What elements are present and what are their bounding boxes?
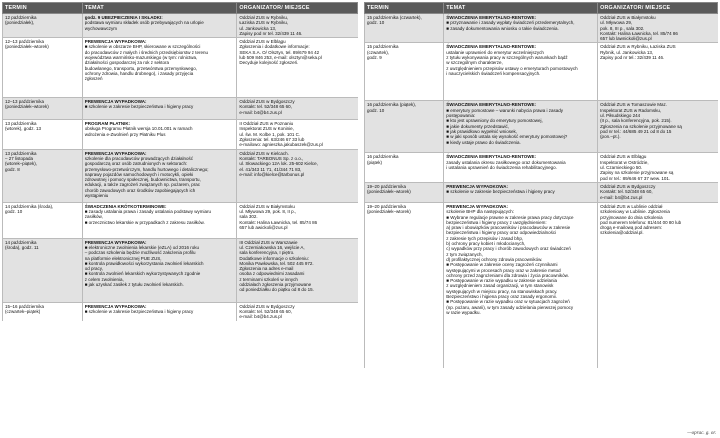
header-organizer: ORGANIZATOR/ MIEJSCE xyxy=(237,3,358,14)
organizer-cell-line: Zgłoszenia i dodatkowe informacje: xyxy=(239,44,310,50)
term-cell-line: (poniedziałek–wtorek) xyxy=(367,189,411,195)
organizer-cell-line: II Oddział ZUS w Poznaniu xyxy=(239,121,294,127)
organizer-cell-line: Inspektorat ZUS w Radomsku, xyxy=(600,107,662,113)
term-cell-line: 19–20 października xyxy=(367,183,407,189)
topic-cell xyxy=(82,302,237,320)
topic-cell-line: i ustalania uprawnień do świadczenia rehabilitacyjnego. xyxy=(446,165,557,171)
topic-cell-line: ■ szkolenie w zakresie bezpieczeństwa i higieny pracy xyxy=(84,104,194,110)
topic-cell-line: na platformie elektronicznej PUE ZUS, xyxy=(84,255,162,261)
organizer-cell-line: e-mail: b4@b4.zus.pl xyxy=(239,109,282,115)
term-cell-line: 15 października xyxy=(367,44,399,50)
topic-cell-line: c) wypadków przy pracy i chorób zawodowych oraz świadczeń xyxy=(446,246,571,252)
topic-cell-line: zasady ustalania okresu zasiłkowego oraz dokumentowania xyxy=(446,159,566,165)
topic-cell-line: ■ jak uzyskać zasiłek z tytułu zwolnień lekarskich. xyxy=(84,282,184,288)
topic-cell-line: zgłoszeń xyxy=(84,76,103,82)
organizer-cell-line: e-mail: b4@b4.zus.pl xyxy=(239,314,282,320)
organizer-cell-line: ul. św. M. Kolbe 1, pok. 101 C. xyxy=(239,131,301,137)
organizer-cell-line: e-mail: b4@b4.zus.pl xyxy=(600,194,643,200)
term-cell-line: (poniedziałek–wtorek) xyxy=(5,44,49,50)
term-cell xyxy=(3,202,83,238)
topic-cell xyxy=(444,14,598,43)
term-cell-line: godz. 10 xyxy=(367,20,385,26)
term-cell-line: (czwartek–piątek) xyxy=(5,308,41,314)
topic-cell-line: PREWENCJA WYPADKOWA: xyxy=(446,183,509,189)
organizer-cell-line: Zgłoszenia na adres e-mail xyxy=(239,266,294,272)
organizer-cell-line: sala konferencyjna, I piętro. xyxy=(239,250,295,256)
organizer-cell-line: Dodatkowe informacje o szkoleniu: xyxy=(239,255,309,261)
topic-cell xyxy=(444,182,598,202)
organizer-cell-line: Oddział ZUS w Elblągu xyxy=(600,154,647,160)
topic-cell-line: ■ szkolenie w zakresie bezpieczeństwa i higieny pracy xyxy=(84,308,194,314)
topic-cell-line: obsługa Programu Płatnik wersja 10.01.001 w ramach xyxy=(84,126,193,132)
term-cell-line: (poniedziałek–wtorek) xyxy=(367,209,411,215)
table-row xyxy=(365,43,718,101)
header-term: TERMIN xyxy=(365,3,444,14)
term-cell xyxy=(365,14,444,43)
table-row xyxy=(3,38,358,98)
topic-cell xyxy=(82,38,237,98)
organizer-cell-line: Zgłoszenia: tel. 63/246 67 33 lub xyxy=(239,137,305,143)
topic-cell-line: gospodarczą oraz osób zatrudnionych w sektorach: xyxy=(84,161,188,167)
topic-cell-line: ■ Wybrane regulacje prawne w zakresie prawa pracy dotyczące xyxy=(446,214,574,220)
topic-cell-line: ■ kontrola prawidłowości wykorzystania zwolnień lekarskich xyxy=(84,260,204,266)
term-cell-line: 12–13 października xyxy=(5,39,45,45)
topic-cell-line: budowlanego, transportu, przetwórstwa przemysłowego, xyxy=(84,65,198,71)
organizer-cell-line: pod nr tel.: 44/685 49 21 od 8 do 15 xyxy=(600,128,672,134)
right-column xyxy=(364,2,718,368)
term-cell-line: godz. 10 xyxy=(367,107,385,113)
organizer-cell xyxy=(598,43,718,101)
topic-cell-line: PROGRAM PŁATNIK: xyxy=(84,121,131,127)
table-row xyxy=(3,98,358,120)
organizer-cell-line: ul. Czerniakowska 16, wejście A, xyxy=(239,244,305,250)
organizer-cell-line: Monika Pawłowska, tel. 502 445 972. xyxy=(239,260,314,266)
topic-cell xyxy=(82,98,237,120)
term-cell-line: godz. 10 xyxy=(5,208,23,214)
topic-cell-line: wychowawczym xyxy=(84,25,117,31)
topic-cell-line: b) ochrony pracy kobiet i młodocianych, xyxy=(446,241,526,247)
term-cell xyxy=(365,43,444,101)
organizer-cell-line: Oddział ZUS w Kielcach. xyxy=(239,150,289,156)
organizer-cell-line: Łaziska ZUS w Rybniku, xyxy=(239,20,289,26)
organizer-cell-line: sala 302. xyxy=(239,214,258,220)
term-cell xyxy=(3,238,83,302)
organizer-cell xyxy=(237,202,358,238)
term-cell xyxy=(3,120,83,149)
topic-cell-line: od pracy, xyxy=(84,266,103,272)
topic-cell-line: występującymi w procesach pracy oraz w zakresie metod xyxy=(446,267,561,273)
organizer-cell-line: Oddział ZUS w Białymstoku xyxy=(600,15,656,20)
topic-cell-line: PREWENCJA WYPADKOWA: xyxy=(446,203,509,209)
topic-cell-line: szkolenie BHP dla następujących: xyxy=(446,209,514,215)
organizer-cell-line: e-mail: info@kielce@tarbonus.pl xyxy=(239,171,305,177)
topic-cell xyxy=(82,120,237,149)
term-cell-line: 16 października (piątek), xyxy=(367,102,417,108)
topic-cell-line: ■ emerytury pomostowe – warunki nabycia prawa i zasady xyxy=(446,107,564,113)
term-cell-line: godz. 9 xyxy=(367,55,382,61)
organizer-cell-line: ul. Mływowa 29, xyxy=(600,20,633,26)
term-cell xyxy=(365,182,444,202)
schedule-table-right xyxy=(364,2,718,368)
organizer-cell-line: (pon.–pt.). xyxy=(600,134,621,140)
topic-cell-line: ■ zasady dokumentowania wniosku o takie świadczenia. xyxy=(446,25,559,31)
header-topic: TEMAT xyxy=(82,3,237,14)
organizer-cell-line: Oddział ZUS w Rybniku, xyxy=(239,15,289,20)
topic-cell xyxy=(444,153,598,182)
term-cell-line: 14 października xyxy=(5,239,37,245)
topic-cell-line: PREWENCJA WYPADKOWA: xyxy=(84,39,147,45)
organizer-cell xyxy=(598,101,718,153)
topic-cell-line: ■ zasady ustalania prawa i zasady ustalania podstawy wymiaru xyxy=(84,208,211,214)
term-cell-line: (środa), godz. 11 xyxy=(5,244,39,250)
organizer-cell-line: lub 509 846 253, e-mail: olsztyn@seka.pl xyxy=(239,55,322,61)
table-row xyxy=(3,238,358,302)
header-term: TERMIN xyxy=(3,3,83,14)
term-cell xyxy=(3,14,83,38)
term-cell-line: 16 października xyxy=(367,154,399,160)
left-column xyxy=(2,2,358,321)
topic-cell-line: województwa warmińsko-mazurskiego (w tym: rolnictwa, xyxy=(84,55,198,61)
topic-cell-line: działalności gospodarczej za rok z sektora xyxy=(84,60,170,66)
topic-cell-line: ■ elektroniczne zwolnienia lekarskie (eZLA) od 2016 roku xyxy=(84,244,199,250)
topic-cell-line: z zakresie tych przepisów i zasad bhp, xyxy=(446,235,524,241)
topic-cell-line: edukacji, a także zagrożeń związanych np. pożarem, prac xyxy=(84,182,201,188)
topic-cell-line: ŚWIADCZENIA KRÓTKOTERMINOWE: xyxy=(84,203,167,209)
organizer-cell-line: drogą e-mailową pod adresem: xyxy=(600,225,663,231)
topic-cell-line: ŚWIADCZENIA EMERYTALNO-RENTOWE: xyxy=(446,102,537,108)
organizer-cell-line: przyjmowane do dnia szkolenia xyxy=(600,214,663,220)
topic-cell-line: bezpieczeństwa i higieny pracy z uwzględnieniem: xyxy=(446,219,547,225)
organizer-cell-line: Rybnik, ul. Jankowicka 13, xyxy=(600,49,654,55)
table-row xyxy=(3,120,358,149)
topic-cell-line: a) praw i obowiązków pracowników i pracodawców w zakresie xyxy=(446,225,571,231)
organizer-cell-line: Zgłoszenia na szkolenie przyjmowane są xyxy=(600,123,682,129)
organizer-cell-line: Oddział ZUS w Rybniku, Łaziska ZUS xyxy=(600,44,676,50)
organizer-cell xyxy=(237,98,358,120)
table-row xyxy=(365,202,718,368)
term-cell-line: (piątek) xyxy=(367,159,383,165)
organizer-cell-line: III Oddział ZUS w Warszawie xyxy=(239,239,298,245)
topic-cell xyxy=(444,101,598,153)
topic-cell-line: bezpieczeństwa i higieny pracy oraz odpowiedzialności xyxy=(446,230,557,236)
topic-cell-line: ■ jak prawidłowo wypełnić wniosek, xyxy=(446,128,518,134)
topic-cell-line: szkolenie dla pracodawców prowadzących działalność xyxy=(84,155,194,161)
organizer-cell xyxy=(598,153,718,182)
topic-cell-line: ochrony przed zagrożeniami dla zdrowia i życia pracowników. xyxy=(446,272,569,278)
organizer-cell-line: Oddział ZUS w Bydgoszczy xyxy=(239,303,295,309)
organizer-cell-line: pod nr tel.: 89/646 67 37 wew. 101. xyxy=(600,175,671,181)
topic-cell xyxy=(82,202,237,238)
organizer-cell-line: ul. Słowackiego 12A lok. 25-602 Kielce, xyxy=(239,161,318,167)
organizer-cell-line: 657 lub awickoli@zus.pl xyxy=(239,224,288,230)
topic-cell-line: naprawy pojazdów samochodowych i motocykli, opieki xyxy=(84,171,194,177)
topic-cell-line: z celem zwolnienia, xyxy=(84,276,124,282)
topic-cell-line: Bezpieczeństwo i higiena pracy oraz zasady ergonomii. xyxy=(446,294,557,300)
organizer-cell xyxy=(237,238,358,302)
term-cell-line: 15–16 października xyxy=(5,303,45,309)
header-organizer: ORGANIZATOR/ MIEJSCE xyxy=(598,3,718,14)
topic-cell-line: ■ orzecznictwo lekarskie w przypadkach z zakresu zasiłków. xyxy=(84,219,205,225)
topic-cell-line: godz. 9 UBEZPIECZENIA I SKŁADKI: xyxy=(84,15,163,20)
term-cell-line: 15 października (czwartek), xyxy=(367,15,422,20)
topic-cell xyxy=(82,14,237,38)
topic-cell-line: ■ szkolenie w zakresie bezpieczeństwa i higieny pracy xyxy=(446,189,555,195)
organizer-cell-line: Oddział ZUS w Białymstoku xyxy=(239,203,295,209)
topic-cell-line: ■ w jaki sposób ustala się wysokość emerytury pomostowej? xyxy=(446,134,568,140)
term-cell-line: (czwartek), xyxy=(367,49,390,55)
topic-cell-line: z uwzględnieniem przepisów ustawy o emeryturach pomostowych xyxy=(446,65,578,71)
term-cell-line: (wtorek), godz. 13 xyxy=(5,126,42,132)
organizer-cell xyxy=(598,182,718,202)
topic-cell-line: PREWENCJA WYPADKOWA: xyxy=(84,99,147,105)
organizer-cell-line: Oddział ZUS w Bydgoszczy xyxy=(239,99,295,105)
organizer-cell-line: Kontakt: tel. 52/348 65 60, xyxy=(239,104,292,110)
organizer-cell xyxy=(237,302,358,320)
topic-cell xyxy=(82,149,237,202)
organizer-cell-line: z terminami szkoleń w innych xyxy=(239,276,298,282)
topic-cell-line: PREWENCJA WYPADKOWA: xyxy=(84,150,147,156)
term-cell xyxy=(3,38,83,98)
topic-cell-line: ■ Postępowanie w razie wypadku w zakresie udzielania xyxy=(446,278,558,284)
topic-cell-line: z tym związanych, xyxy=(446,251,483,257)
organizer-cell-line: Kontakt: TARBONUS Sp. z o.o., xyxy=(239,155,304,161)
topic-cell-line: w szczególnym charakterze, xyxy=(446,60,503,66)
topic-cell-line: (np. pożaru, awarii), w tym zasady udzielania pierwszej pomocy xyxy=(446,304,574,310)
topic-cell-line: przemysłowo-przetwórczym, handlu hurtowego i detalicznego; xyxy=(84,166,209,172)
topic-cell-line: wdrożenia e-Zwolnień przy Płatniku Plus xyxy=(84,131,166,137)
organizer-cell-line: Zapisy pod nr tel.: 32/439 11 46. xyxy=(600,55,665,61)
term-cell-line: 12–13 października xyxy=(5,99,45,105)
topic-cell-line: ochrony zdrowia, handlu drobnego), i zasady przyjęcia xyxy=(84,70,194,76)
term-cell-line: 19–20 października xyxy=(367,203,407,209)
term-cell-line: 12 października xyxy=(5,15,37,20)
organizer-cell-line: Inspektorat ZUS w Koninie, xyxy=(239,126,294,132)
organizer-cell-line: Oddział ZUS w Lublinie oddział xyxy=(600,203,663,209)
topic-cell-line: ■ szkolenie w obszarze BHP, skierowane w szczególności xyxy=(84,44,201,50)
topic-cell-line: wystąpieniu xyxy=(84,193,109,199)
organizer-cell xyxy=(598,202,718,368)
table-row xyxy=(3,149,358,202)
organizer-cell-line: Kontakt: Halina Ławnicka, tel. 85/74 86 xyxy=(239,219,318,225)
term-cell-line: 13 października xyxy=(5,121,37,127)
topic-cell-line: ŚWIADCZENIA EMERYTALNO-RENTOWE: xyxy=(446,44,537,50)
table-row xyxy=(365,182,718,202)
table-row xyxy=(365,14,718,43)
organizer-cell xyxy=(598,14,718,43)
organizer-cell xyxy=(237,38,358,98)
topic-cell xyxy=(444,202,598,368)
term-cell xyxy=(365,153,444,182)
organizer-cell-line: SEKA S.A. O/ Olsztyn, tel. 89/679 94 42 xyxy=(239,49,320,55)
topic-cell-line: ŚWIADCZENIA EMERYTALNO-RENTOWE: xyxy=(446,154,537,160)
topic-cell-line: PREWENCJA WYPADKOWA: xyxy=(84,239,147,245)
term-cell-line: godz. 8 xyxy=(5,166,20,172)
topic-cell-line: ŚWIADCZENIA EMERYTALNO-RENTOWE: xyxy=(446,15,537,20)
topic-cell-line: postępowania: xyxy=(446,113,476,119)
topic-cell xyxy=(82,238,237,302)
organizer-cell xyxy=(237,14,358,38)
term-cell xyxy=(3,98,83,120)
topic-cell-line: PREWENCJA WYPADKOWA: xyxy=(84,303,147,309)
topic-cell-line: występujących w miejscu pracy, na stanowiskach pracy. xyxy=(446,288,558,294)
topic-cell-line: ■ Postępowanie w razie wypadku oraz w sytuacjach zagrożeń xyxy=(446,299,570,305)
schedule-table-left xyxy=(2,2,358,321)
term-cell xyxy=(3,302,83,320)
organizer-cell-line: Oddział ZUS w Bydgoszczy xyxy=(600,183,656,189)
organizer-cell-line: pod numerem telefonu: 81/444 00 80 lub xyxy=(600,219,682,225)
organizer-cell-line: ul. Piłsudskiego 244 xyxy=(600,113,641,119)
header-topic: TEMAT xyxy=(444,3,598,14)
topic-cell-line: zdrowotnej i pomocy społecznej, budownictwa, transportu, xyxy=(84,177,201,183)
topic-cell-line: ■ jakie dokumenty przedstawić, xyxy=(446,123,510,129)
organizer-cell-line: Oddział ZUS w Tomaszowie Maz. xyxy=(600,102,667,108)
term-cell xyxy=(365,202,444,368)
organizer-cell-line: osoba z odpowiednimi zasadami xyxy=(239,271,305,277)
term-cell-line: – 27 listopada xyxy=(5,155,34,161)
term-cell-line: (poniedziałek), xyxy=(5,20,35,26)
topic-cell-line: ustalanie uprawnień do emerytur wcześniejszych xyxy=(446,49,544,55)
organizer-cell-line: Decyduje kolejność zgłoszeń. xyxy=(239,60,299,66)
organizer-cell-line: el. 41/343 11 71, 41/344 71 83, xyxy=(239,166,302,172)
organizer-cell-line: ul. Czarnieckiego 50. xyxy=(600,165,643,171)
organizer-cell xyxy=(237,149,358,202)
topic-cell-line: w razie wypadku. xyxy=(446,309,481,315)
topic-cell-line: ■ Postępowanie w zakresie oceny zagrożeń czynnikami xyxy=(446,262,558,268)
topic-cell-line: z tytułu wykonywania pracy w szczególnych warunkach bądź xyxy=(446,55,568,61)
term-cell xyxy=(3,149,83,202)
organizer-cell-line: (II p., sala konferencyjna, pok. 215). xyxy=(600,118,672,124)
organizer-cell-line: szkolenia@oddział.pl. xyxy=(600,230,644,236)
organizer-cell-line: Inspektorat w Ostródzie, xyxy=(600,159,649,165)
organizer-cell-line: Oddział ZUS w Elblągu xyxy=(239,39,286,45)
term-cell xyxy=(365,101,444,153)
organizer-cell-line: Kontakt: Halina Ławnicka, tel. 85/74 86 xyxy=(600,30,678,36)
term-cell-line: 13 października xyxy=(5,150,37,156)
table-row xyxy=(3,302,358,320)
topic-cell-line: i nauczycielskich świadczeń kompensacyjnych. xyxy=(446,70,541,76)
table-row xyxy=(3,202,358,238)
organizer-cell-line: e-mailowo: agnieszka.jakubaszek@zus.pl xyxy=(239,142,323,148)
organizer-cell-line: Kontakt: tel. 52/348 65 60, xyxy=(239,308,292,314)
topic-cell-line: d) profilaktycznej ochrony zdrowia pracowników. xyxy=(446,256,543,262)
table-row xyxy=(3,14,358,38)
organizer-cell-line: 657 lub lawnickoli@zus.pl xyxy=(600,36,652,42)
topic-cell-line: ■ kiedy ustaje prawo do świadczenia. xyxy=(446,139,521,145)
term-cell-line: (wtorek–piątek), xyxy=(5,161,38,167)
term-cell-line: (poniedziałek–wtorek) xyxy=(5,104,49,110)
topic-cell-line: ■ przyznawanie i zasady wypłaty świadczeń przedemerytalnych, xyxy=(446,20,575,26)
topic-cell-line: ■ kto jest uprawniony do emerytury pomostowej, xyxy=(446,118,543,124)
organizer-cell xyxy=(237,120,358,149)
organizer-cell-line: Kontakt: tel. 52/348 65 60, xyxy=(600,189,653,195)
organizer-cell-line: ul. Jankowicka 13, xyxy=(239,25,277,31)
organizer-cell-line: oddziałach zgłoszenia przyjmowane xyxy=(239,282,312,288)
author-credit: —oprac. g. or. xyxy=(687,431,716,436)
term-cell-line: 14 października (środa), xyxy=(5,203,54,209)
topic-cell-line: podstawa wymiaru składek osób przebywających na urlopie xyxy=(84,20,204,26)
organizer-cell-line: pok. 8, III p., sala 302. xyxy=(600,25,645,31)
topic-cell-line: z uwzględnieniem zasad organizacji, w tym stanowisk xyxy=(446,283,554,289)
organizer-cell-line: od poniedziałku do piątku od 8 do 15. xyxy=(239,287,314,293)
topic-cell-line: zasiłków, xyxy=(84,214,103,220)
topic-cell xyxy=(444,43,598,101)
organizer-cell-line: ul. Mływowa 29, pok. 8, II p., xyxy=(239,208,297,214)
topic-cell-line: ■ kontrola zwolnień lekarskich wykorzystywanych zgodnie xyxy=(84,271,201,277)
topic-cell-line: do pracodawców z małych i średnich przedsiębiorstw z terenu xyxy=(84,49,209,55)
topic-cell-line: – podczas szkolenia będzie możliwość założenia profilu xyxy=(84,250,196,256)
organizer-cell-line: Zapisy na szkolenie przyjmowane są xyxy=(600,170,674,176)
topic-cell-line: chorób zawodowych oraz środków zapobiegających ich xyxy=(84,187,196,193)
table-row xyxy=(365,101,718,153)
organizer-cell-line: Zapisy pod nr tel. 32/439 11 46. xyxy=(239,30,303,36)
table-row xyxy=(365,153,718,182)
organizer-cell-line: szkoleniowy w Lublinie. Zgłoszenia xyxy=(600,209,670,215)
